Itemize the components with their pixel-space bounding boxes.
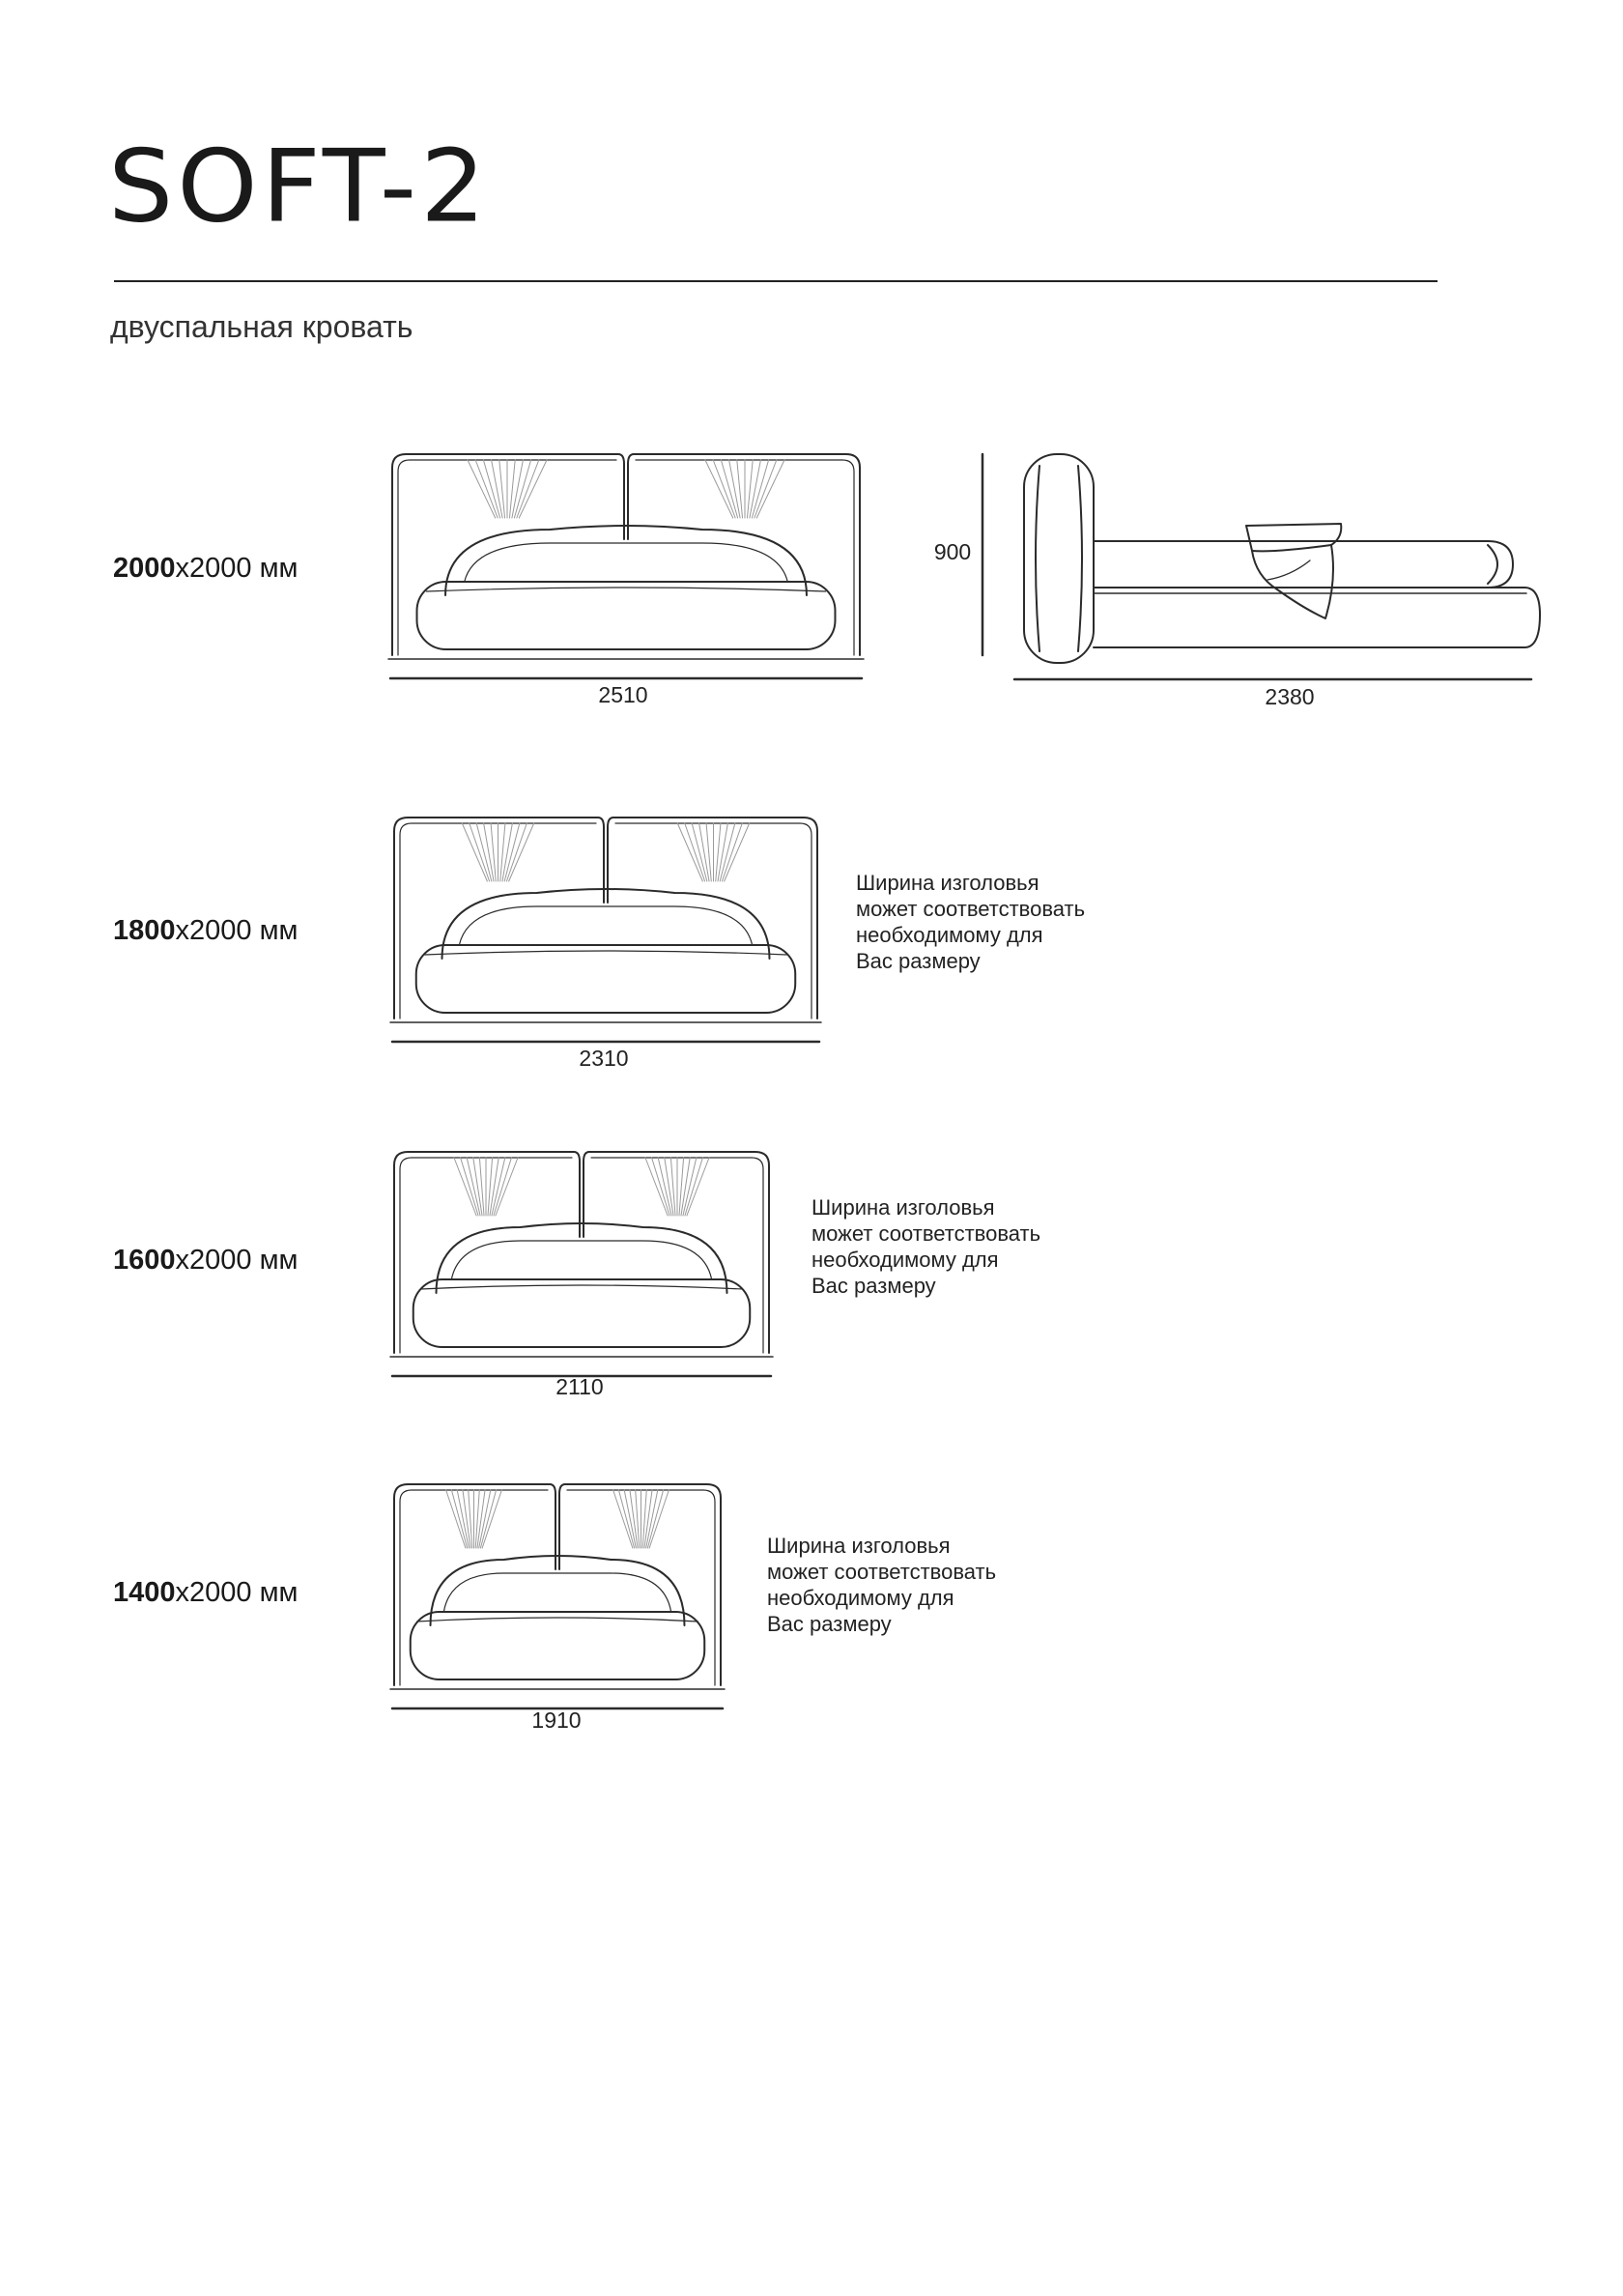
bed-side-drawing xyxy=(966,445,1546,696)
note-line: может соответствовать xyxy=(767,1560,997,1584)
note-line: Ширина изголовья xyxy=(767,1534,951,1558)
size-label-1800 xyxy=(113,915,298,947)
note-line: Вас размеру xyxy=(812,1274,936,1298)
width-dimension-2310: 2310 xyxy=(579,1046,629,1071)
page-subtitle: двуспальная кровать xyxy=(110,309,413,344)
headboard-note-1600 xyxy=(812,1194,1040,1299)
bed-front-drawing-1800 xyxy=(390,810,825,1051)
note-line: необходимому для xyxy=(812,1248,999,1272)
bed-front-drawing-1400 xyxy=(390,1477,728,1718)
note-line: Ширина изголовья xyxy=(812,1195,995,1220)
size-label-rest: x2000 мм xyxy=(175,1245,299,1276)
height-dimension-900: 900 xyxy=(933,539,972,564)
size-label-rest: x2000 мм xyxy=(175,1577,299,1608)
size-label-1600 xyxy=(113,1245,298,1277)
size-label-rest: x2000 мм xyxy=(175,915,299,946)
size-label-bold: 1600 xyxy=(113,1245,176,1276)
width-dimension-1910: 1910 xyxy=(531,1708,582,1733)
size-label-bold: 1400 xyxy=(113,1577,176,1608)
note-line: необходимому для xyxy=(856,923,1043,947)
note-line: может соответствовать xyxy=(856,897,1086,921)
note-line: Вас размеру xyxy=(856,949,981,973)
note-line: Вас размеру xyxy=(767,1612,892,1636)
note-line: может соответствовать xyxy=(812,1221,1041,1246)
note-line: необходимому для xyxy=(767,1586,954,1610)
bed-front-drawing-2000 xyxy=(388,446,871,698)
size-label-2000 xyxy=(113,553,298,585)
size-label-bold: 1800 xyxy=(113,915,176,946)
size-label-1400 xyxy=(113,1577,298,1609)
size-label-bold: 2000 xyxy=(113,553,176,584)
width-dimension-2510: 2510 xyxy=(598,682,648,707)
length-dimension-2380: 2380 xyxy=(1265,684,1315,709)
width-dimension-2110: 2110 xyxy=(555,1374,604,1399)
bed-front-drawing-1600 xyxy=(390,1144,777,1386)
page-title: SOFT-2 xyxy=(108,128,490,244)
note-line: Ширина изголовья xyxy=(856,871,1039,895)
title-divider xyxy=(114,280,1438,282)
headboard-note-1400 xyxy=(767,1533,996,1637)
headboard-note-1800 xyxy=(856,870,1085,974)
size-label-rest: x2000 мм xyxy=(175,553,299,584)
